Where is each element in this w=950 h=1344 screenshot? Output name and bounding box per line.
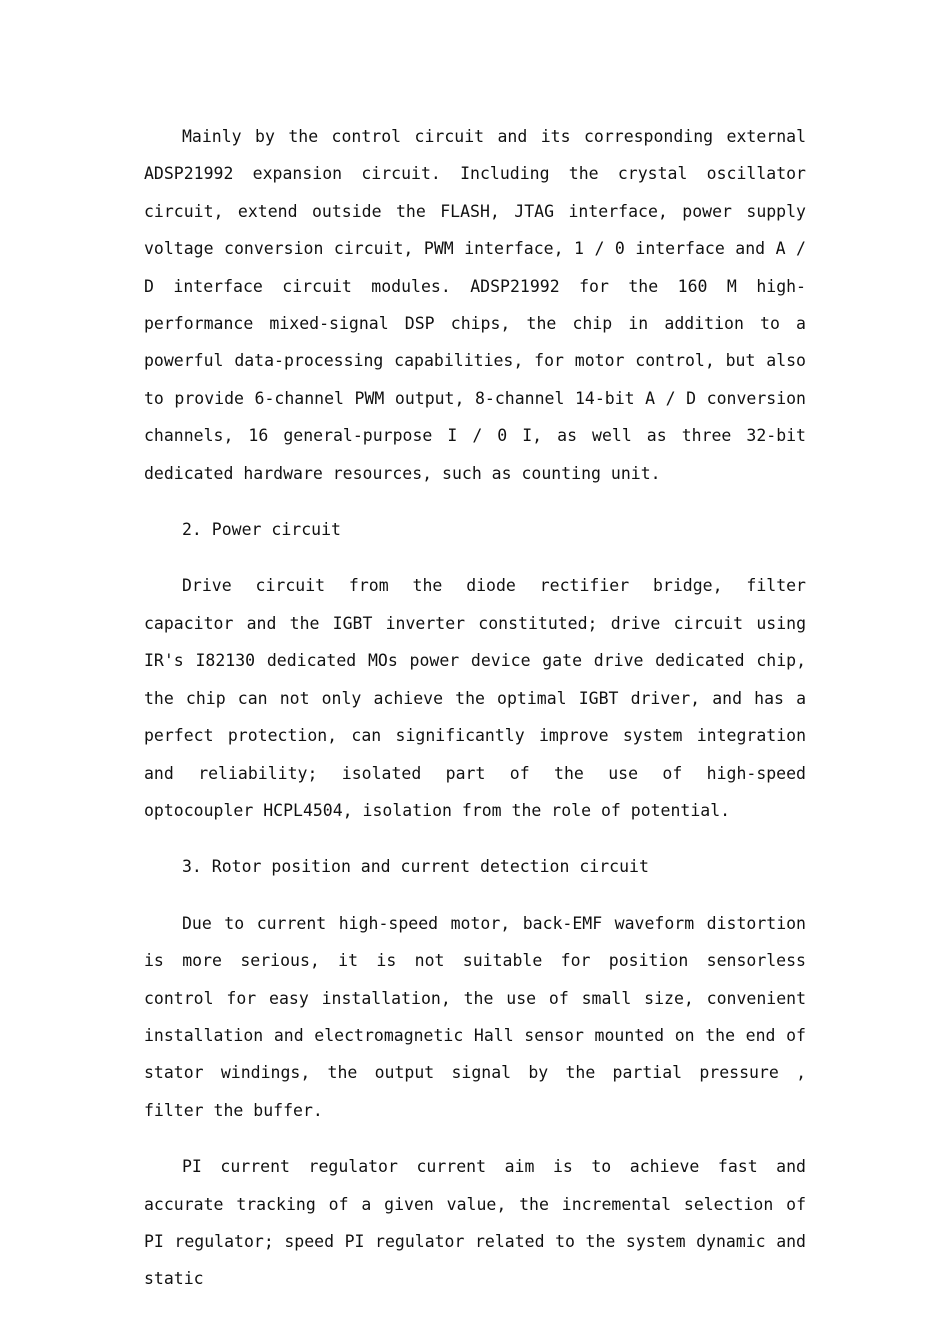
- paragraph-drive-circuit: Drive circuit from the diode rectifier bridge, filter capacitor and the IGBT inverter constituted; drive circuit using IR's I82130 dedicated MOs power device gate drive dedicated chip, the chip can not only achieve the optimal IGBT driver, and has a perfect protection, can significantly improve system integration and reliability; isolated part of the use of high-speed optocoupler HCPL4504, isolation from the role of potential.: [144, 576, 806, 820]
- paragraph-hall-sensor: Due to current high-speed motor, back-EMF waveform distortion is more serious, it is not suitable for position sensorless control for easy installation, the use of small size, convenient installation and electromagnetic Hall sensor mounted on the end of stator windings, the output signal by the partial pressure , filter the buffer.: [144, 913, 806, 1120]
- paragraph-control-circuit: Mainly by the control circuit and its corresponding external ADSP21992 expansion circuit. Including the crystal oscillator circuit, extend outside the FLASH, JTAG interface, power supply voltage conversion circuit, PWM interface, 1 / 0 interface and A / D interface circuit modules. ADSP21992 for the 160 M high-performance mixed-signal DSP chips, the chip in addition to a powerful data-processing capabilities, for motor control, but also to provide 6-channel PWM output, 8-channel 14-bit A / D conversion channels, 16 general-purpose I / 0 I, as well as three 32-bit dedicated hardware resources, such as counting unit.: [144, 127, 806, 483]
- document-page: [144, 118, 806, 1317]
- paragraph-pi-regulator: PI current regulator current aim is to achieve fast and accurate tracking of a given value, the incremental selection of PI regulator; speed PI regulator related to the system dynamic and static: [144, 1157, 806, 1289]
- heading-rotor-position: 3. Rotor position and current detection circuit: [182, 857, 649, 877]
- heading-power-circuit: 2. Power circuit: [182, 520, 341, 540]
